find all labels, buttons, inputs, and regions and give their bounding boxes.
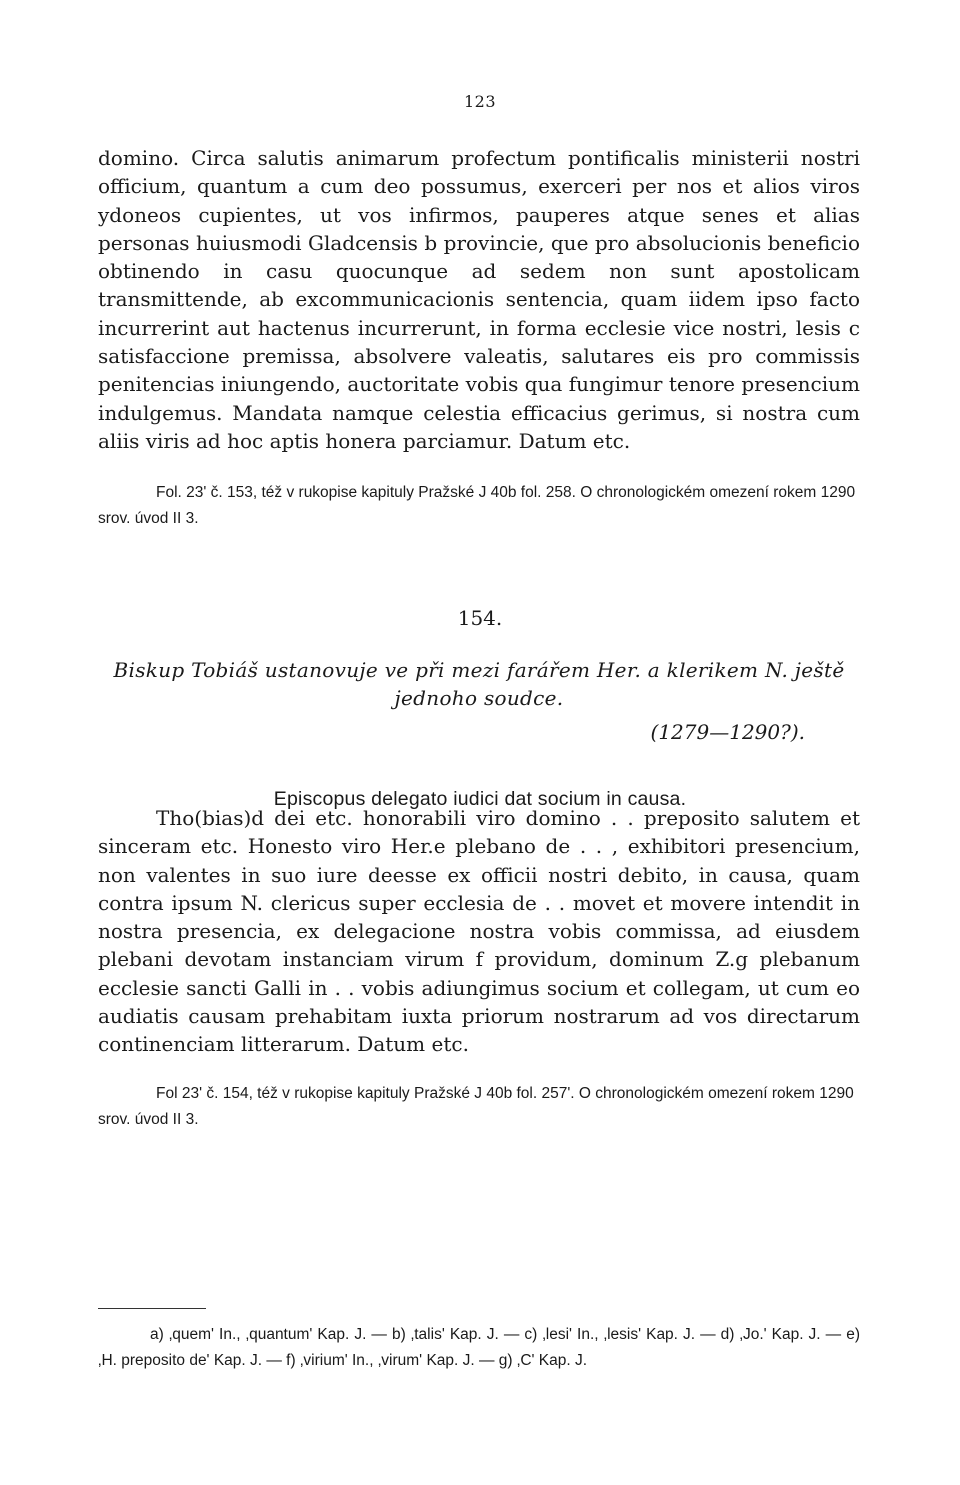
footnotes: a) ‚quem' In., ‚quantum' Kap. J. — b) ‚talis' Kap. J. — c) ‚lesi' In., ‚lesis' Kap. J. — d) ‚Jo.' Kap. J. — e) ‚H. preposito de' Kap. J. — f) ‚virium' In., ‚virum' Kap. J. — g) ‚C' Kap. J.	[98, 1326, 860, 1369]
document-date: (1279—1290?).	[650, 720, 805, 744]
page-number: 123	[463, 92, 497, 111]
source-note-153: Fol. 23' č. 153, též v rukopise kapituly Pražské J 40b fol. 258. O chronologickém omezení rokem 1290 srov. úvod II 3.	[98, 484, 856, 527]
document-number: 154.	[457, 606, 503, 630]
continuation-paragraph: domino. Circa salutis animarum profectum pontificalis ministerii nostri officium, quantum a cum deo possumus, exerceri per nos et alios viros ydoneos cupientes, ut vos infirmos, pauperes atque senes et alias personas huiusmodi Gladcensis b provincie, que pro absolucionis beneficio obtinendo in casu quocunque ad sedem non sunt apostolicam transmittende, ab excommunicacionis sentencia, quam iidem ipso facto incurrerint aut hactenus incurrerunt, in forma ecclesie vice nostri, lesis c satisfaccione premissa, absolvere valeatis, salutares eis pro commissis penitencias iniungendo, auctoritate vobis qua fungimur tenore presencium indulgemus. Mandata namque celestia efficacius gerimus, si nostra cum aliis viris ad hoc aptis honera parciamur. Datum etc.	[98, 146, 860, 453]
document-title: Biskup Tobiáš ustanovuje ve při mezi farářem Her. a klerikem N. ještě jednoho soudce.	[113, 658, 845, 710]
footnote-divider	[98, 1308, 206, 1309]
document-text: Tho(bias)d dei etc. honorabili viro domino . . preposito salutem et sinceram etc. Honesto viro Her.e plebano de . . , exhibitori presencium, non valentes in suo iure deesse ex officii nostri debito, in causa, quam contra ipsum N. clericus super ecclesia de . . movet et movere intendit in nostra presencia, ex delegacione nostra vobis commissa, ad eiusdem plebani devotam instanciam virum f providum, dominum Z.g plebanum ecclesie sancti Galli in . . vobis adiungimus socium et collegam, ut cum eo audiatis causam prehabitam iuxta priorum nostrarum ad vos directarum continenciam litterarum. Datum etc.	[98, 806, 860, 1057]
document-summary: Episcopus delegato iudici dat socium in causa.	[273, 788, 687, 810]
source-note-154: Fol 23' č. 154, též v rukopise kapituly Pražské J 40b fol. 257'. O chronologickém omezení rokem 1290 srov. úvod II 3.	[98, 1085, 854, 1128]
